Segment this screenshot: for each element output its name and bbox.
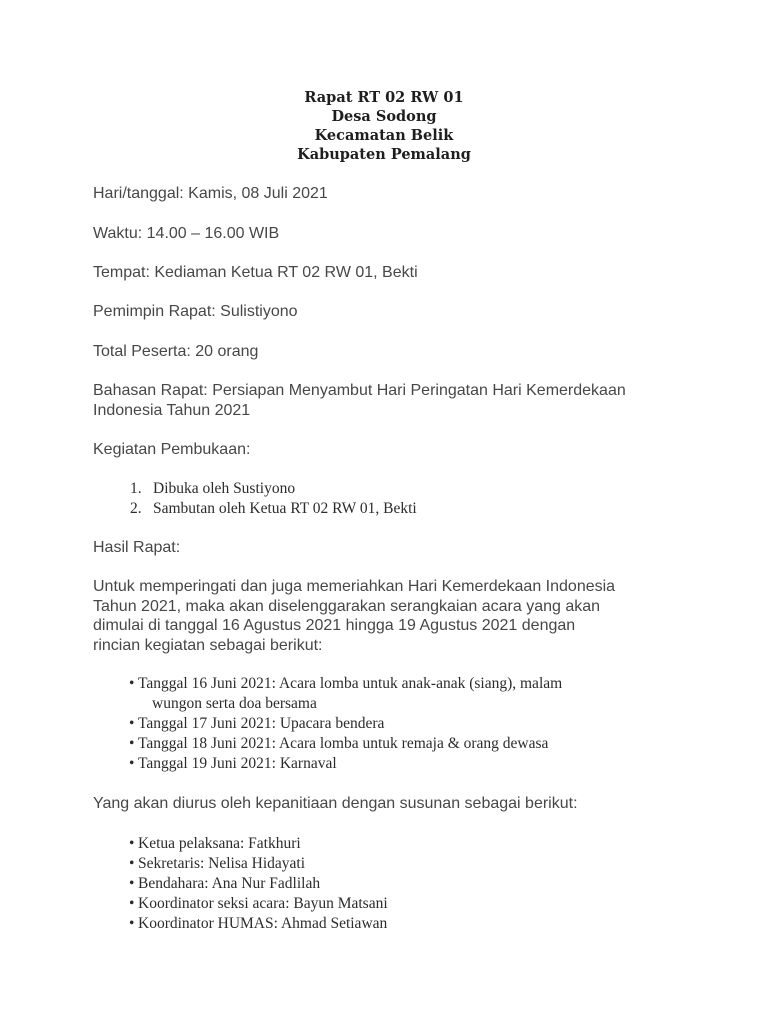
item-number: 2. <box>130 500 142 517</box>
item-text: Koordinator seksi acara: Bayun Matsani <box>138 895 388 912</box>
list-item <box>129 914 649 934</box>
list-item <box>129 754 649 774</box>
header-title: Rapat RT 02 RW 01 <box>304 89 464 106</box>
list-item <box>129 854 649 874</box>
bullet-icon: • <box>129 915 135 932</box>
meeting-leader: Pemimpin Rapat: Sulistiyono <box>93 303 298 320</box>
committee-heading: Yang akan diurus oleh kepanitiaan dengan susunan sebagai berikut: <box>93 795 578 812</box>
list-item <box>129 834 649 854</box>
header-regency: Kabupaten Pemalang <box>297 146 471 163</box>
bullet-icon: • <box>129 715 135 732</box>
document-header <box>0 88 768 164</box>
header-district: Kecamatan Belik <box>314 127 454 144</box>
results-heading: Hasil Rapat: <box>93 539 181 556</box>
list-item <box>129 874 649 894</box>
item-text: Sambutan oleh Ketua RT 02 RW 01, Bekti <box>153 500 417 517</box>
meeting-time: Waktu: 14.00 – 16.00 WIB <box>93 225 280 242</box>
bullet-icon: • <box>129 895 135 912</box>
meeting-date: Hari/tanggal: Kamis, 08 Juli 2021 <box>93 185 328 202</box>
meeting-participants: Total Peserta: 20 orang <box>93 343 259 360</box>
bullet-icon: • <box>129 735 135 752</box>
bullet-icon: • <box>129 755 135 772</box>
item-text: Tanggal 19 Juni 2021: Karnaval <box>138 755 337 772</box>
item-text-continued: wungon serta doa bersama <box>152 695 317 712</box>
list-item <box>129 894 649 914</box>
item-number: 1. <box>130 480 142 497</box>
meeting-place: Tempat: Kediaman Ketua RT 02 RW 01, Bekti <box>93 264 418 281</box>
opening-list <box>130 479 417 519</box>
opening-heading: Kegiatan Pembukaan: <box>93 441 251 458</box>
header-village: Desa Sodong <box>331 108 437 125</box>
item-text: Dibuka oleh Sustiyono <box>153 480 296 497</box>
bullet-icon: • <box>129 835 135 852</box>
bullet-icon: • <box>129 855 135 872</box>
item-text: Tanggal 16 Juni 2021: Acara lomba untuk anak-anak (siang), malam <box>138 675 563 692</box>
bullet-icon: • <box>129 875 135 892</box>
item-text: Ketua pelaksana: Fatkhuri <box>138 835 301 852</box>
list-item <box>130 499 417 519</box>
item-text: Koordinator HUMAS: Ahmad Setiawan <box>138 915 388 932</box>
item-text: Sekretaris: Nelisa Hidayati <box>138 855 306 872</box>
meeting-topic: Bahasan Rapat: Persiapan Menyambut Hari Peringatan Hari Kemerdekaan Indonesia Tahun 2021 <box>93 382 626 419</box>
item-text: Tanggal 17 Juni 2021: Upacara bendera <box>138 715 385 732</box>
list-item <box>129 674 649 714</box>
list-item <box>130 479 417 499</box>
activity-list <box>129 674 649 774</box>
results-paragraph: Untuk memperingati dan juga memeriahkan Hari Kemerdekaan Indonesia Tahun 2021, maka akan diselenggarakan serangkaian acara yang akan dimulai di tanggal 16 Agustus 2021 hingga 19 Agustus 2021 dengan rincian kegiatan sebagai berikut: <box>93 578 616 654</box>
list-item <box>129 734 649 754</box>
bullet-icon: • <box>129 675 135 692</box>
committee-list <box>129 834 649 934</box>
item-text: Bendahara: Ana Nur Fadlilah <box>138 875 321 892</box>
item-text: Tanggal 18 Juni 2021: Acara lomba untuk remaja & orang dewasa <box>138 735 549 752</box>
list-item <box>129 714 649 734</box>
